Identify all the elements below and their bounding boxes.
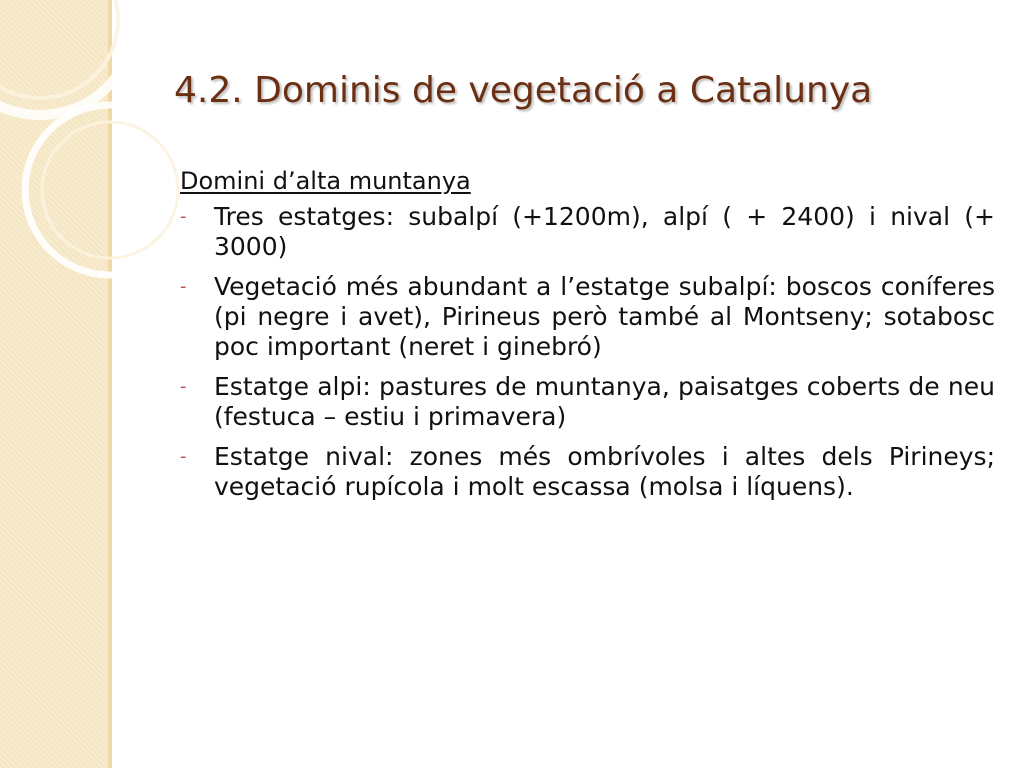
list-item: [180, 202, 995, 262]
list-item-text: Vegetació més abundant a l’estatge subalpí: boscos coníferes (pi negre i avet), Pirineus però també al Montseny; sotabosc poc important (neret i ginebró): [214, 272, 995, 361]
slide-content: [180, 166, 995, 512]
list-item-text: Estatge alpi: pastures de muntanya, paisatges coberts de neu (festuca – estiu i primavera): [214, 372, 995, 431]
bullet-marker: -: [180, 446, 187, 467]
bullet-marker: -: [180, 276, 187, 297]
list-item: [180, 442, 995, 502]
section-subheading: Domini d’alta muntanya: [180, 167, 471, 195]
bullet-marker: -: [180, 206, 187, 227]
list-item-text: Tres estatges: subalpí (+1200m), alpí ( + 2400) i nival (+ 3000): [214, 202, 995, 261]
bullet-list: [180, 202, 995, 502]
bullet-marker: -: [180, 376, 187, 397]
list-item-text: Estatge nival: zones més ombrívoles i altes dels Pirineys; vegetació rupícola i molt escassa (molsa i líquens).: [214, 442, 995, 501]
list-item: [180, 272, 995, 362]
list-item: [180, 372, 995, 432]
page-title: 4.2. Dominis de vegetació a Catalunya: [174, 70, 873, 111]
